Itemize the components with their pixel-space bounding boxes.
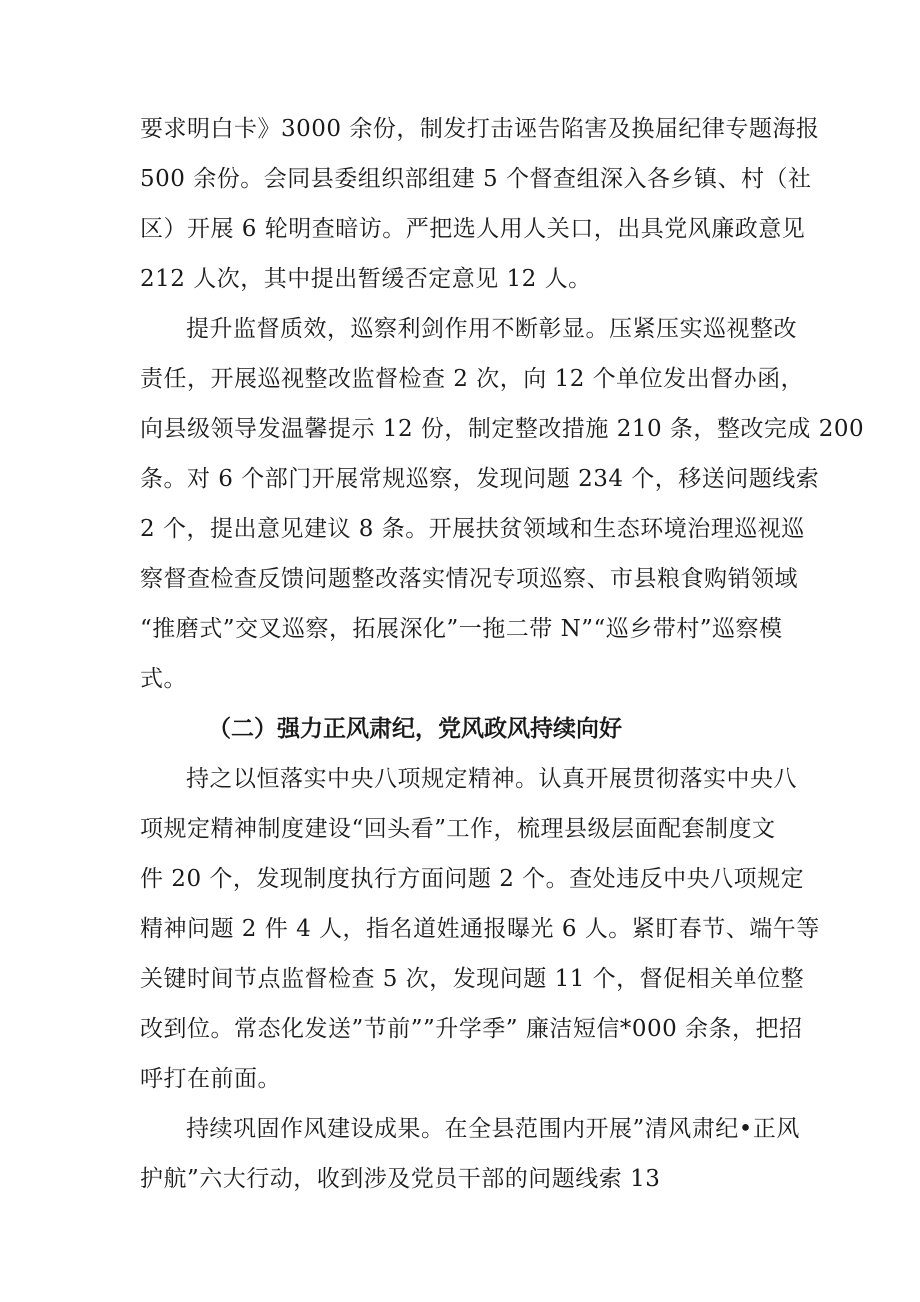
body-text-line: 精神问题 2 件 4 人，指名道姓通报曝光 6 人。紧盯春节、端午等 <box>140 916 820 942</box>
body-text-line: 关键时间节点监督检查 5 次，发现问题 11 个，督促相关单位整 <box>140 966 805 992</box>
body-text-line: 向县级领导发温馨提示 12 份，制定整改措施 210 条，整改完成 200 <box>140 416 865 442</box>
body-text-line: 500 余份。会同县委组织部组建 5 个督查组深入各乡镇、村（社 <box>140 166 812 192</box>
body-text-line: 式。 <box>140 666 187 692</box>
paragraph-first-line: 持之以恒落实中央八项规定精神。认真开展贯彻落实中央八 <box>186 766 797 792</box>
body-text-line: 区）开展 6 轮明查暗访。严把选人用人关口，出具党风廉政意见 <box>140 216 806 242</box>
paragraph-first-line: 提升监督质效，巡察利剑作用不断彰显。压紧压实巡视整改 <box>186 316 797 342</box>
body-text-line: 2 个，提出意见建议 8 条。开展扶贫领域和生态环境治理巡视巡 <box>140 516 805 542</box>
body-text-line: 改到位。常态化发送”节前””升学季” 廉洁短信*000 余条，把招 <box>140 1016 803 1042</box>
body-text-line: 件 20 个，发现制度执行方面问题 2 个。查处违反中央八项规定 <box>140 866 805 892</box>
body-text-line: 212 人次，其中提出暂缓否定意见 12 人。 <box>140 266 592 292</box>
body-text-line: 呼打在前面。 <box>140 1066 281 1092</box>
body-text-line: 要求明白卡》3000 余份，制发打击诬告陷害及换届纪律专题海报 <box>140 116 820 142</box>
body-text-line: 护航”六大行动，收到涉及党员干部的问题线索 13 <box>140 1166 661 1192</box>
body-text-line: 察督查检查反馈问题整改落实情况专项巡察、市县粮食购销领域 <box>140 566 798 592</box>
body-text-line: 条。对 6 个部门开展常规巡察，发现问题 234 个，移送问题线索 <box>140 466 820 492</box>
body-text-line: 项规定精神制度建设“回头看”工作，梳理县级层面配套制度文 <box>140 816 776 842</box>
section-heading: （二）强力正风肃纪，党风政风持续向好 <box>208 716 622 742</box>
body-text-line: 责任，开展巡视整改监督检查 2 次，向 12 个单位发出督办函， <box>140 366 805 392</box>
paragraph-first-line: 持续巩固作风建设成果。在全县范围内开展”清风肃纪•正风 <box>186 1116 800 1142</box>
body-text-line: “推磨式”交叉巡察，拓展深化”一拖二带 N”“巡乡带村”巡察模 <box>140 616 783 642</box>
